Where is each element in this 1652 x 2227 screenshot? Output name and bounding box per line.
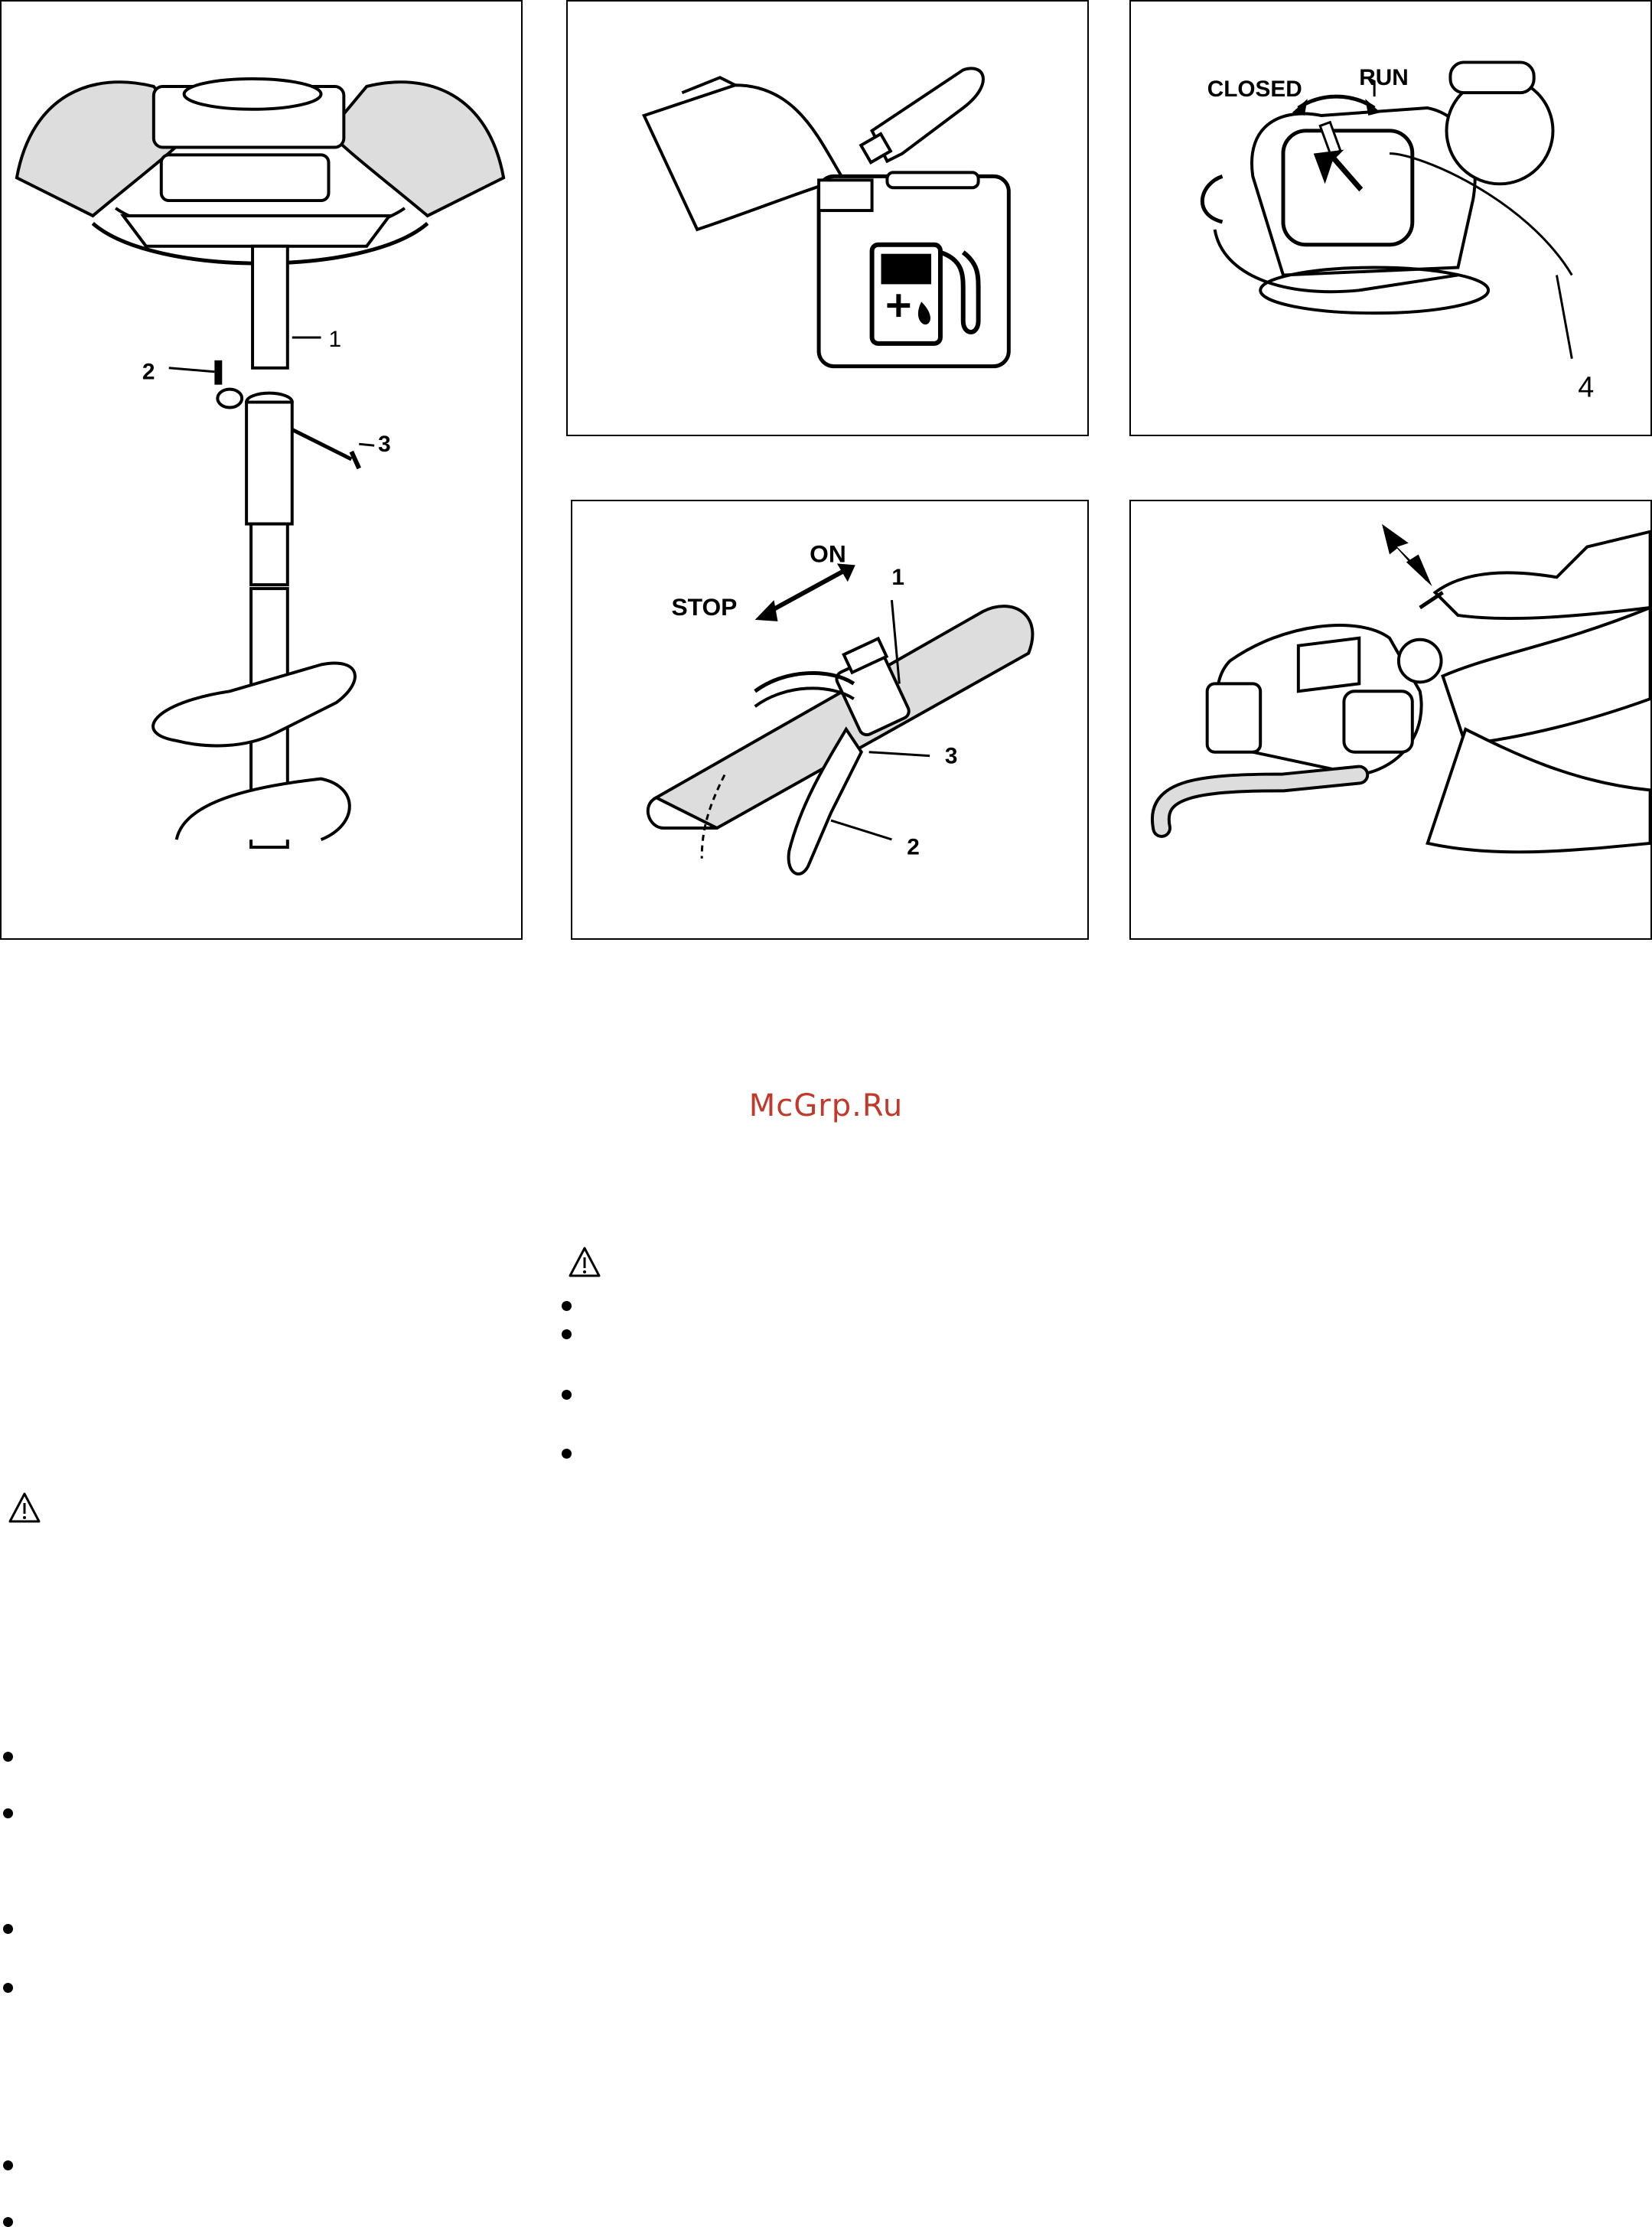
- bullet-icon: [562, 1301, 572, 1311]
- figure-choke-lever: [1129, 0, 1652, 436]
- bullet-icon: [3, 2217, 13, 2227]
- warning-icon: [568, 1246, 601, 1280]
- bullet-icon: [562, 1390, 572, 1400]
- bullet-icon: [3, 1752, 13, 1762]
- bullet-icon: [562, 1449, 572, 1459]
- bullet-icon: [3, 1983, 13, 1993]
- throttle-stop-label: STOP: [671, 592, 738, 621]
- auger-illustration: [2, 2, 521, 938]
- bullet-icon: [562, 1329, 572, 1339]
- choke-run-label: RUN: [1359, 65, 1409, 91]
- bullet-icon: [3, 1808, 13, 1818]
- auger-label-3: 3: [378, 432, 391, 458]
- engine-start-illustration: [1131, 501, 1650, 938]
- bullet-icon: [3, 1924, 13, 1934]
- figure-throttle-switch: [571, 500, 1089, 940]
- choke-closed-label: CLOSED: [1207, 77, 1302, 103]
- throttle-on-label: ON: [810, 540, 846, 568]
- throttle-label-1: 1: [891, 565, 905, 591]
- watermark-text: McGrp.Ru: [748, 1088, 904, 1123]
- figure-auger-assembly: [0, 0, 523, 940]
- figure-engine-start: [1129, 500, 1652, 940]
- throttle-illustration: [572, 501, 1087, 938]
- choke-illustration: [1131, 2, 1650, 435]
- throttle-label-3: 3: [944, 743, 958, 769]
- auger-label-1: 1: [328, 326, 342, 352]
- bullet-icon: [3, 2160, 13, 2170]
- figure-fuel-filling: [566, 0, 1089, 436]
- auger-label-2: 2: [142, 359, 155, 385]
- warning-icon: [8, 1492, 41, 1525]
- choke-label-4: 4: [1578, 370, 1595, 403]
- throttle-label-2: 2: [907, 834, 920, 860]
- fuel-filling-illustration: [568, 2, 1087, 435]
